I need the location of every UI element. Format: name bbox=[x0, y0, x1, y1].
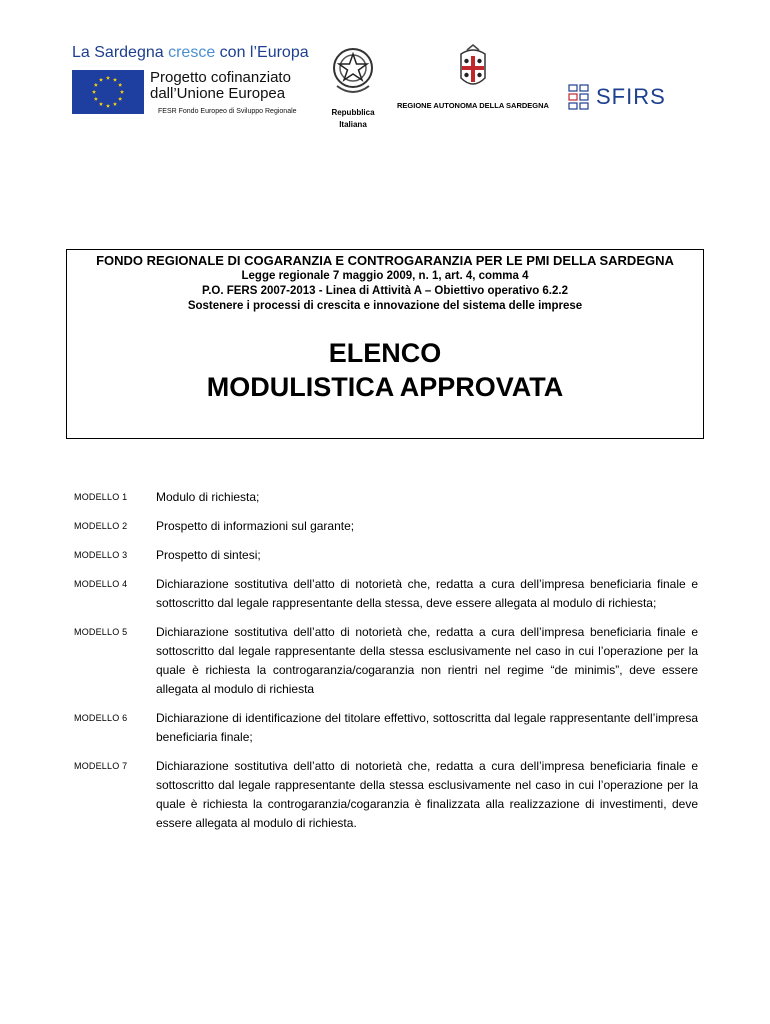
eu-flag-icon bbox=[72, 70, 144, 114]
model-description: Dichiarazione sostitutiva dell’atto di notorietà che, redatta a cura dell’impresa beneficiaria finale e sottoscritto dal legale rappresentante della stessa esclusivamente nel caso in cui l’operazione per la quale è richiesta la controgaranzia/cogaranzia è finalizzata alla realizzazione di investimenti, deve essere allegata al modulo di richiesta. bbox=[156, 759, 698, 830]
model-code: MODELLO 5 bbox=[74, 627, 128, 637]
model-description: Dichiarazione sostitutiva dell’atto di notorietà che, redatta a cura dell’impresa beneficiaria finale e sottoscritto dal legale rappresentante della stessa esclusivamente nel caso in cui l’operazione per la quale è richiesta la controgaranzia/cogaranzia non rientri nel regime “de minimis”, deve essere allegata al modulo di richiesta bbox=[156, 625, 698, 696]
fund-title: FONDO REGIONALE DI COGARANZIA E CONTROGARANZIA PER LE PMI DELLA SARDEGNA bbox=[96, 253, 674, 268]
model-description: Prospetto di sintesi; bbox=[156, 548, 261, 562]
repubblica-italiana-logo bbox=[322, 42, 384, 131]
program-reference: P.O. FERS 2007-2013 - Linea di Attività A – Obiettivo operativo 6.2.2 bbox=[202, 285, 568, 297]
slogan bbox=[72, 44, 322, 62]
model-code: MODELLO 6 bbox=[74, 713, 128, 723]
model-description: Modulo di richiesta; bbox=[156, 490, 260, 504]
heading-modulistica: MODULISTICA APPROVATA bbox=[206, 372, 564, 402]
repubblica-line2: Italiana bbox=[339, 120, 367, 129]
model-code: MODELLO 4 bbox=[74, 579, 128, 589]
forms-list bbox=[74, 488, 698, 843]
regione-sardegna-logo bbox=[388, 44, 558, 110]
model-description: Prospetto di informazioni sul garante; bbox=[156, 519, 355, 533]
list-item bbox=[74, 575, 698, 613]
model-code: MODELLO 3 bbox=[74, 550, 128, 560]
model-code: MODELLO 7 bbox=[74, 761, 128, 771]
eu-cofinancing-logo bbox=[72, 44, 322, 114]
model-description: Dichiarazione di identificazione del titolare effettivo, sottoscritta dal legale rappresentante dell’impresa beneficiaria finale; bbox=[156, 711, 698, 744]
sardinia-crest-icon bbox=[451, 44, 495, 92]
list-item bbox=[74, 517, 698, 536]
slogan-part3: con l’Europa bbox=[219, 44, 309, 61]
regione-label: REGIONE AUTONOMA DELLA SARDEGNA bbox=[397, 101, 549, 110]
list-item bbox=[74, 546, 698, 565]
law-reference: Legge regionale 7 maggio 2009, n. 1, art. 4, comma 4 bbox=[241, 270, 529, 282]
ue-line2: dall’Unione Europea bbox=[150, 85, 286, 102]
objective-text: Sostenere i processi di crescita e innovazione del sistema delle imprese bbox=[187, 300, 583, 312]
slogan-part2: cresce bbox=[168, 44, 216, 61]
sfirs-label: SFIRS bbox=[596, 84, 666, 109]
model-code: MODELLO 2 bbox=[74, 521, 128, 531]
fesr-label: FESR Fondo Europeo di Sviluppo Regionale bbox=[158, 108, 297, 115]
ue-line1: Progetto cofinanziato bbox=[150, 69, 291, 86]
model-code: MODELLO 1 bbox=[74, 492, 128, 502]
repubblica-line1: Repubblica bbox=[331, 108, 375, 117]
sfirs-logo bbox=[568, 84, 666, 110]
title-box bbox=[66, 249, 704, 439]
list-item bbox=[74, 709, 698, 747]
list-item bbox=[74, 757, 698, 833]
list-item bbox=[74, 488, 698, 507]
slogan-part1: La Sardegna bbox=[72, 44, 164, 61]
heading-elenco: ELENCO bbox=[328, 338, 442, 368]
italian-emblem-icon bbox=[329, 42, 377, 98]
sfirs-grid-icon bbox=[568, 84, 590, 110]
list-item bbox=[74, 623, 698, 699]
model-description: Dichiarazione sostitutiva dell’atto di notorietà che, redatta a cura dell’impresa beneficiaria finale e sottoscritto dal legale rappresentante della stessa, deve essere allegata al modulo di richiesta; bbox=[156, 577, 698, 610]
